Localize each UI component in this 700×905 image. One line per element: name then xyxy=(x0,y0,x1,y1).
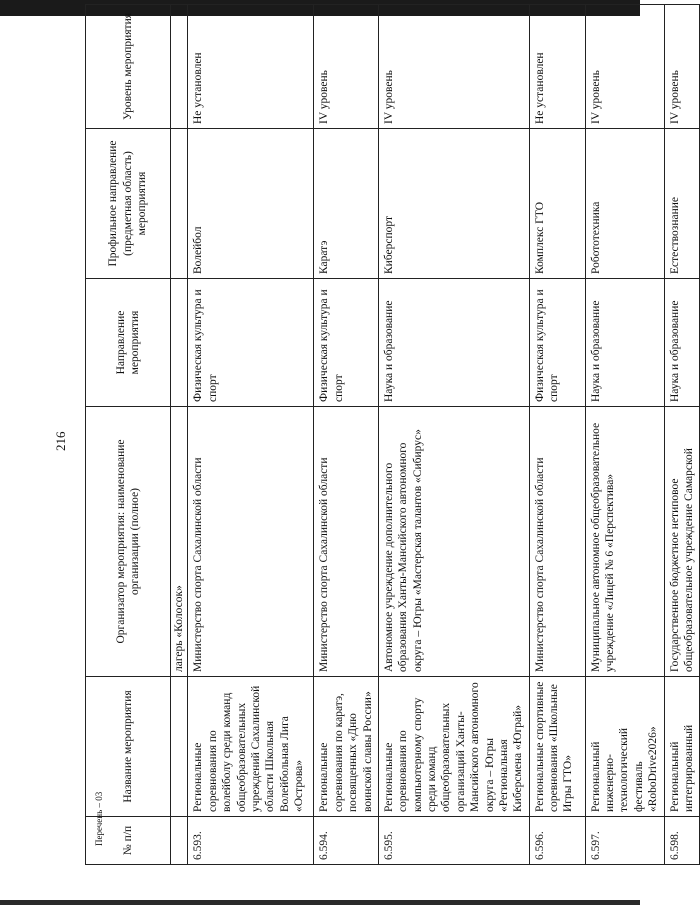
direction: Наука и образование xyxy=(585,279,664,407)
direction: Наука и образование xyxy=(378,279,529,407)
organizer: Государственное бюджетное нетиповое общеобразовательное учреждение Самарской xyxy=(664,407,700,677)
event-name: Региональные соревнования по каратэ, посвященных «Дню воинской славы России» xyxy=(314,677,379,817)
direction: Физическая культура и спорт xyxy=(188,279,314,407)
event-name: Региональные спортивные соревнования «Школьные Игры ГТО» xyxy=(529,677,585,817)
direction: Наука и образование xyxy=(664,279,700,407)
level: IV уровень xyxy=(585,5,664,129)
organizer: Министерство спорта Сахалинской области xyxy=(529,407,585,677)
row-number: 6.594. xyxy=(314,817,379,865)
profile: Естествознание xyxy=(664,129,700,279)
event-name: Региональный интегрированный xyxy=(664,677,700,817)
cell xyxy=(171,129,188,279)
cell xyxy=(171,5,188,129)
row-number: 6.595. xyxy=(378,817,529,865)
row-number: 6.596. xyxy=(529,817,585,865)
cell: лагерь «Колосок» xyxy=(171,407,188,677)
event-name: Региональные соревнования по компьютерному спорту среди команд общеобразовательных организаций Ханты-Мансийского автономного округа – Югры «Региональная Киберсмена «Юграй» xyxy=(378,677,529,817)
row-number: 6.593. xyxy=(188,817,314,865)
direction: Физическая культура и спорт xyxy=(314,279,379,407)
profile: Волейбол xyxy=(188,129,314,279)
header-direction: Направление мероприятия xyxy=(86,279,171,407)
scan-bottom-edge xyxy=(0,900,640,905)
header-level: Уровень мероприятия xyxy=(86,5,171,129)
level: Не установлен xyxy=(529,5,585,129)
events-table xyxy=(85,4,700,865)
event-name: Региональный инженерно-технологический фестиваль «RoboDrive2026» xyxy=(585,677,664,817)
cell xyxy=(171,677,188,817)
continuation-row xyxy=(171,5,188,865)
organizer: Автономное учреждение дополнительного образования Ханты-Мансийского автономного округа – Югры «Мастерская талантов «Сибирус» xyxy=(378,407,529,677)
profile: Робототехника xyxy=(585,129,664,279)
level: IV уровень xyxy=(314,5,379,129)
table-row xyxy=(188,5,314,865)
page-number: 216 xyxy=(53,431,68,451)
profile: Киберспорт xyxy=(378,129,529,279)
table-row xyxy=(529,5,585,865)
direction: Физическая культура и спорт xyxy=(529,279,585,407)
row-number: 6.597. xyxy=(585,817,664,865)
header-number: № п/п xyxy=(86,817,171,865)
level: IV уровень xyxy=(378,5,529,129)
level: IV уровень xyxy=(664,5,700,129)
footer-note: Перечень – 03 xyxy=(94,791,104,846)
table-row xyxy=(378,5,529,865)
table-row xyxy=(664,5,700,865)
organizer: Муниципальное автономное общеобразовательное учреждение «Лицей № 6 «Перспектива» xyxy=(585,407,664,677)
organizer: Министерство спорта Сахалинской области xyxy=(188,407,314,677)
organizer: Министерство спорта Сахалинской области xyxy=(314,407,379,677)
rotated-table-wrapper xyxy=(85,5,695,865)
header-profile: Профильное направление (предметная область) мероприятия xyxy=(86,129,171,279)
table-row xyxy=(585,5,664,865)
header-organizer: Организатор мероприятия: наименование организации (полное) xyxy=(86,407,171,677)
table-row xyxy=(314,5,379,865)
row-number: 6.598. xyxy=(664,817,700,865)
header-event-name: Название мероприятия xyxy=(86,677,171,817)
profile: Комплекс ГТО xyxy=(529,129,585,279)
table-header-row xyxy=(86,5,171,865)
cell xyxy=(171,279,188,407)
event-name: Региональные соревнования по волейболу среди команд общеобразовательных учреждений Сахалинской области Школьная Волейбольная Лига «Острова» xyxy=(188,677,314,817)
profile: Каратэ xyxy=(314,129,379,279)
cell xyxy=(171,817,188,865)
level: Не установлен xyxy=(188,5,314,129)
